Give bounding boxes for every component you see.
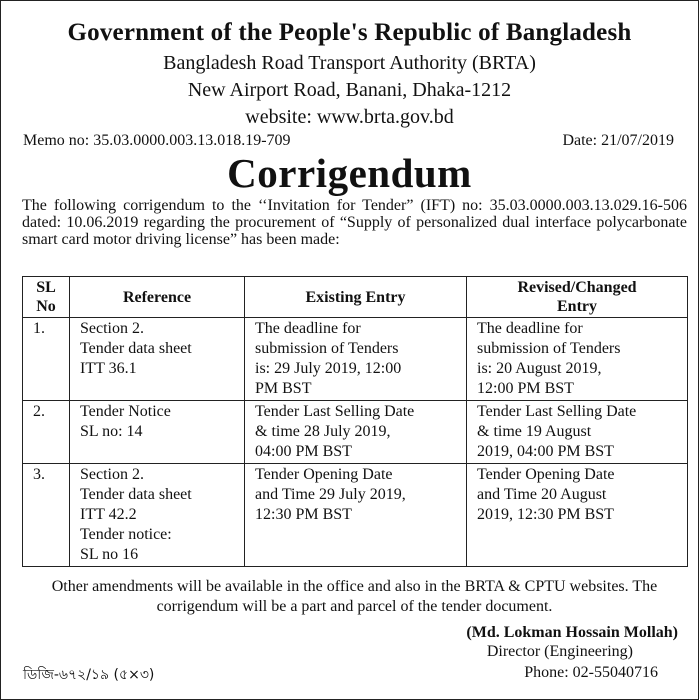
row-reference-line: Section 2. xyxy=(80,320,144,337)
header-revised-line: Entry xyxy=(557,298,597,315)
row-existing-entry-line: 12:30 PM BST xyxy=(255,506,352,523)
row-revised-entry xyxy=(467,464,688,567)
corrigendum-table xyxy=(22,276,688,567)
header-sl-line: No xyxy=(36,298,56,315)
row-sl-number: 1. xyxy=(23,318,70,401)
row-revised-entry-line: The deadline for xyxy=(477,320,583,337)
row-sl-number: 2. xyxy=(23,401,70,464)
closing-paragraph: Other amendments will be available in the office and also in the BRTA & CPTU websites. The corrigendum will be a part and parcel of the tender document. xyxy=(51,578,658,615)
row-existing-entry-line: Tender Last Selling Date xyxy=(255,403,415,420)
row-reference-line: Tender notice: xyxy=(80,526,172,543)
page-title: Corrigendum xyxy=(227,150,472,196)
intro-paragraph: The following corrigendum to the ‘‘Invitation for Tender” (IFT) no: 35.03.0000.003.13.029.16-506 dated: 10.06.2019 regarding the procurement of “Supply of personalized dual interface polycarbonate smart card motor driving license” has been made: xyxy=(22,197,687,248)
row-revised-entry-line: 2019, 04:00 PM BST xyxy=(477,443,614,460)
government-heading: Government of the People's Republic of Bangladesh xyxy=(67,19,632,46)
row-existing-entry-line: is: 29 July 2019, 12:00 xyxy=(255,360,402,377)
row-reference xyxy=(70,401,245,464)
row-reference-line: ITT 36.1 xyxy=(80,360,137,377)
row-existing-entry xyxy=(245,464,467,567)
row-revised-entry xyxy=(467,401,688,464)
table-row xyxy=(23,401,688,464)
row-reference-line: Section 2. xyxy=(80,466,144,483)
row-revised-entry-line: Tender Last Selling Date xyxy=(477,403,637,420)
row-revised-entry-line: 2019, 12:30 PM BST xyxy=(477,506,614,523)
row-reference-line: SL no 16 xyxy=(80,546,139,563)
header-revised-entry xyxy=(467,277,688,318)
memo-date: Date: 21/07/2019 xyxy=(562,132,674,149)
header-existing-entry: Existing Entry xyxy=(245,277,467,318)
signatory-designation: Director (Engineering) xyxy=(486,643,633,660)
row-reference-line: Tender data sheet xyxy=(80,340,192,357)
row-sl-number: 3. xyxy=(23,464,70,567)
row-existing-entry-line: 04:00 PM BST xyxy=(255,443,352,460)
row-reference-line: Tender Notice xyxy=(80,403,171,420)
header-sl xyxy=(23,277,70,318)
header-sl-line: SL xyxy=(36,279,56,296)
row-reference-line: ITT 42.2 xyxy=(80,506,137,523)
row-revised-entry-line: and Time 20 August xyxy=(477,486,607,503)
row-revised-entry-line: is: 20 August 2019, xyxy=(477,360,602,377)
publication-code: ডিজি-৬৭২/১৯ (৫×৩) xyxy=(23,667,155,683)
website-line: website: www.brta.gov.bd xyxy=(245,106,454,128)
row-revised-entry-line: submission of Tenders xyxy=(477,340,621,357)
row-existing-entry-line: PM BST xyxy=(255,380,312,397)
row-revised-entry-line: Tender Opening Date xyxy=(477,466,615,483)
address-line: New Airport Road, Banani, Dhaka-1212 xyxy=(187,79,512,101)
row-existing-entry-line: submission of Tenders xyxy=(255,340,399,357)
table-header-row xyxy=(23,277,688,318)
row-existing-entry-line: Tender Opening Date xyxy=(255,466,393,483)
row-revised-entry-line: & time 19 August xyxy=(477,423,592,440)
row-existing-entry xyxy=(245,318,467,401)
authority-name: Bangladesh Road Transport Authority (BRTA) xyxy=(163,52,536,74)
row-reference xyxy=(70,464,245,567)
table-row xyxy=(23,464,688,567)
signatory-phone: Phone: 02-55040716 xyxy=(524,664,658,681)
row-revised-entry xyxy=(467,318,688,401)
row-reference xyxy=(70,318,245,401)
header-revised-line: Revised/Changed xyxy=(517,279,637,296)
row-reference-line: Tender data sheet xyxy=(80,486,192,503)
row-existing-entry xyxy=(245,401,467,464)
row-revised-entry-line: 12:00 PM BST xyxy=(477,380,574,397)
memo-number: Memo no: 35.03.0000.003.13.018.19-709 xyxy=(23,132,291,149)
header-reference: Reference xyxy=(70,277,245,318)
row-existing-entry-line: The deadline for xyxy=(255,320,361,337)
signatory-name: (Md. Lokman Hossain Mollah) xyxy=(466,624,678,641)
table-row xyxy=(23,318,688,401)
row-existing-entry-line: & time 28 July 2019, xyxy=(255,423,391,440)
row-existing-entry-line: and Time 29 July 2019, xyxy=(255,486,406,503)
row-reference-line: SL no: 14 xyxy=(80,423,143,440)
